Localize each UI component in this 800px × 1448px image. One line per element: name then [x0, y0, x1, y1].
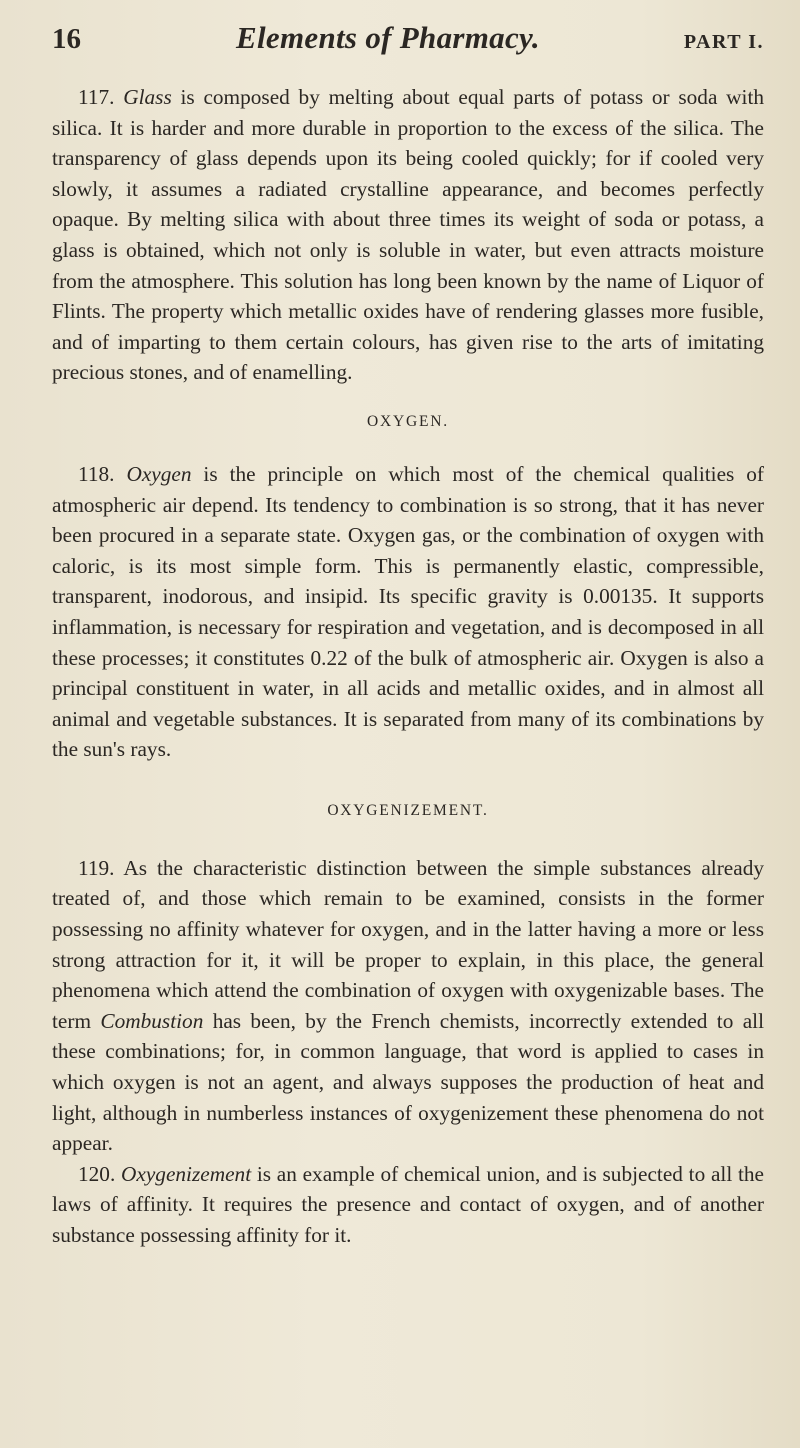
paragraph-number: 117. — [78, 85, 115, 109]
paragraph-text: As the characteristic distinction between the simple substances already treated of, and those which remain to be examined, consists in the former possessing no affinity whatever for oxygen, and in the latter having a more or less strong attraction for it, it will be proper to explain, in this place, the general phenomena which attend the combination of oxygen with oxygenizable bases. The term — [52, 855, 764, 1033]
paragraph-text: is the principle on which most of the chemical qualities of atmospheric air depend. Its tendency to combination is so strong, that it has never been procured in a separate state. Oxygen gas, or the combination of oxygen with caloric, is its most simple form. This is permanently elastic, compressible, transparent, inodorous, and insipid. Its specific gravity is 0.00135. It supports inflammation, is necessary for respiration and vegetation, and is decomposed in all these processes; it constitutes 0.22 of the bulk of atmospheric air. Oxygen is also a principal constituent in water, in all acids and metallic oxides, and in almost all animal and vegetable substances. It is separated from many of its combinations by the sun's rays. — [52, 461, 765, 762]
paragraph-text: is an example of chemical union, and is subjected to all the laws of affinity. It requires the presence and contact of oxygen, and of another substance possessing affinity for it. — [52, 1161, 764, 1247]
running-head — [52, 20, 764, 82]
paragraph-text: has been, by the French chemists, incorrectly extended to all these combinations; for, in common language, that word is applied to cases in which oxygen is not an agent, and always supposes the production of heat and light, although in numberless instances of oxygenizement these phenomena do not appear. — [52, 1008, 765, 1156]
paragraph-118 — [52, 459, 764, 765]
paragraph-number: 119. — [78, 855, 115, 880]
section-heading-oxygen: OXYGEN. — [367, 412, 449, 430]
part-label: PART I. — [683, 31, 764, 53]
paragraph-119 — [52, 853, 764, 1159]
paragraph-term: Oxygenizement — [121, 1161, 252, 1186]
section-heading-oxygenizement: OXYGENIZEMENT. — [327, 801, 489, 819]
paragraph-term: Glass — [123, 85, 172, 109]
paragraph-number: 120. — [78, 1161, 116, 1186]
paragraph-text: is composed by melting about equal parts of potass or soda with silica. It is harder and more durable in proportion to the excess of the silica. The transparency of glass depends upon its being cooled quickly; for if cooled very slowly, it assumes a radiated crystalline appearance, and becomes perfectly opaque. By melting silica with about three times its weight of soda or potass, a glass is obtained, which not only is soluble in water, but even attracts moisture from the atmosphere. This solution has long been known by the name of Liquor of Flints. The property which metallic oxides have of rendering glasses more fusible, and of imparting to them certain colours, has given rise to the arts of imitating precious stones, and of enamelling. — [52, 85, 765, 385]
page-number: 16 — [52, 23, 81, 55]
book-title: Elements of Pharmacy. — [236, 20, 540, 55]
paragraph-120 — [52, 1159, 764, 1251]
paragraph-number: 118. — [78, 461, 115, 486]
paragraph-term: Combustion — [100, 1008, 204, 1033]
paragraph-term: Oxygen — [126, 461, 192, 486]
paragraph-117 — [52, 82, 764, 388]
